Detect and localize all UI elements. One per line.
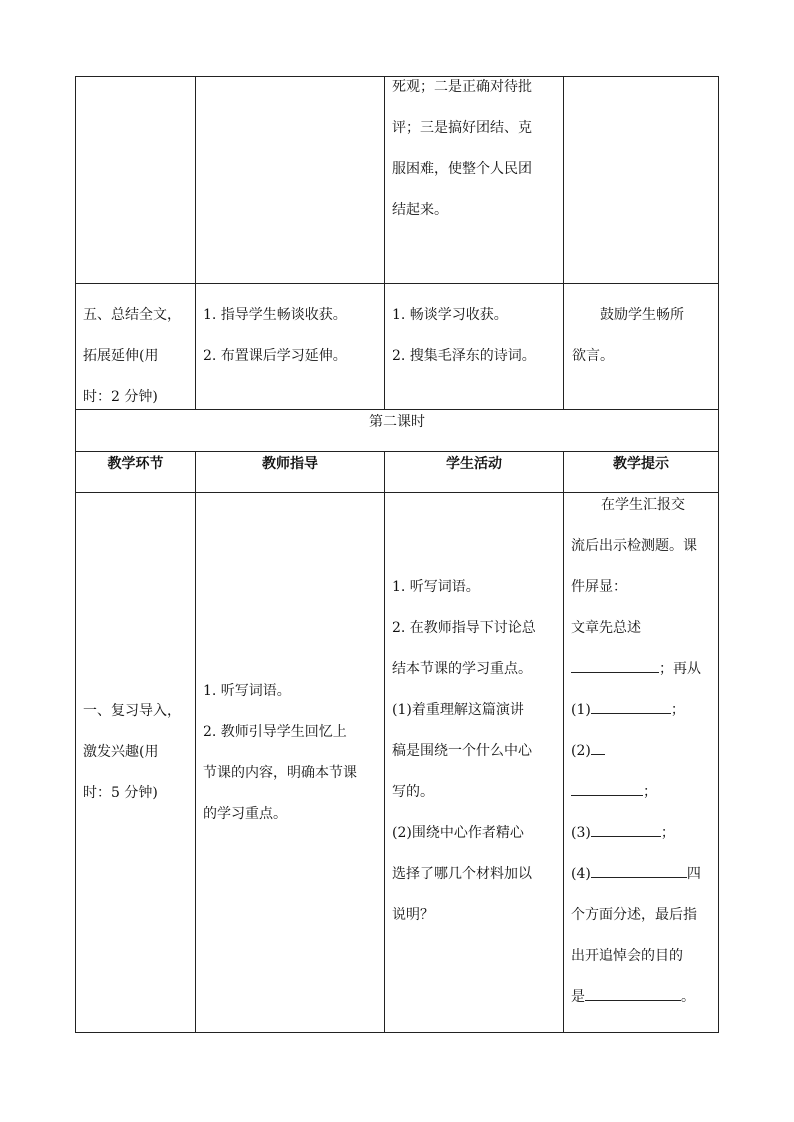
- header-stage: [76, 454, 195, 474]
- header-teacher: [196, 454, 384, 474]
- tips-text: 在学生汇报交: [601, 497, 685, 513]
- cell-text-line: 评；三是搞好团结、克: [392, 120, 532, 136]
- cell-text-line: (1)着重理解这篇演讲: [392, 702, 524, 718]
- tips-text: ；: [643, 784, 657, 800]
- tips-text: ；: [670, 702, 685, 718]
- section-title: [76, 411, 718, 433]
- cell-text-line: 服困难，使整个人民团: [392, 161, 532, 177]
- cell-text-line: [571, 854, 717, 895]
- cell-text-line: 鼓励学生畅所: [600, 307, 684, 323]
- section-title-text: 第二课时: [369, 414, 425, 430]
- cell-text-line: 说明？: [392, 907, 434, 923]
- blank-line: [585, 986, 681, 1001]
- tips-text: 四: [686, 866, 701, 882]
- cell-text-line: [571, 977, 717, 1018]
- blank-line: [591, 740, 605, 755]
- cell-text-line: 结起来。: [392, 202, 448, 218]
- cell-text-line: 2. 搜集毛泽东的诗词。: [392, 348, 536, 364]
- cell-text-line: 稿是围绕一个什么中心: [392, 743, 532, 759]
- tips-text: (4): [571, 866, 591, 882]
- review-stage-cell: [83, 691, 193, 814]
- cell-text-line: 2. 在教师指导下讨论总: [392, 620, 536, 636]
- summary-stage-cell: [83, 295, 193, 418]
- summary-teacher-cell: [203, 295, 383, 377]
- cell-text-line: 欲言。: [572, 348, 614, 364]
- cell-text-line: 文章先总述: [571, 620, 641, 636]
- table-col-divider: [384, 76, 385, 410]
- cell-text-line: 死观；二是正确对待批: [392, 79, 532, 95]
- table-row-divider: [75, 283, 719, 284]
- cell-text-line: 结本节课的学习重点。: [392, 661, 532, 677]
- tips-text: ；: [660, 825, 675, 841]
- tips-text: (1): [571, 702, 591, 718]
- cell-text-line: (2)围绕中心作者精心: [392, 825, 524, 841]
- table-border-bottom: [75, 1032, 719, 1033]
- cell-text-line: 时：2 分钟): [83, 389, 158, 405]
- review-teacher-cell: [203, 671, 383, 835]
- tips-text: (2): [571, 743, 591, 759]
- header-student-text: 学生活动: [446, 456, 502, 472]
- cell-text-line: 写的。: [392, 784, 434, 800]
- tips-text: 是: [571, 989, 585, 1005]
- cell-text-line: 件屏显：: [571, 579, 627, 595]
- tips-text: ；再从: [659, 661, 701, 677]
- tips-text: 。: [681, 989, 695, 1005]
- header-student: [385, 454, 563, 474]
- continued-student-cell: [392, 67, 560, 231]
- table-col-divider: [563, 76, 564, 410]
- cell-text-line: 1. 听写词语。: [203, 683, 291, 699]
- table-col-divider: [384, 451, 385, 1033]
- cell-text-line: 时：5 分钟): [83, 785, 158, 801]
- table-col-divider: [563, 451, 564, 1033]
- cell-text-line: 五、总结全文，: [83, 307, 181, 323]
- table-border-left: [75, 76, 76, 1033]
- table-col-divider: [195, 451, 196, 1033]
- table-row-divider: [75, 451, 719, 452]
- blank-line: [591, 822, 661, 837]
- cell-text-line: 选择了哪几个材料加以: [392, 866, 532, 882]
- cell-text-line: 1. 听写词语。: [392, 579, 480, 595]
- cell-text-line: [571, 731, 717, 772]
- table-col-divider: [195, 76, 196, 410]
- table-border-right: [718, 76, 719, 1033]
- cell-text-line: 2. 教师引导学生回忆上: [203, 724, 347, 740]
- header-stage-text: 教学环节: [107, 456, 164, 472]
- cell-text-line: [571, 649, 717, 690]
- cell-text-line: [571, 485, 717, 526]
- blank-line: [571, 658, 659, 673]
- header-tips: [564, 454, 718, 474]
- tips-text: (3): [571, 825, 591, 841]
- review-tips-cell: [571, 485, 717, 1018]
- blank-line: [571, 781, 643, 796]
- review-student-cell: [392, 567, 562, 936]
- cell-text-line: 一、复习导入，: [83, 703, 181, 719]
- cell-text-line: 激发兴趣(用: [83, 744, 159, 760]
- header-tips-text: 教学提示: [613, 456, 669, 472]
- cell-text-line: 流后出示检测题。课: [571, 538, 697, 554]
- cell-text-line: [571, 690, 717, 731]
- cell-text-line: 1. 指导学生畅谈收获。: [203, 307, 347, 323]
- summary-student-cell: [392, 295, 562, 377]
- cell-text-line: 个方面分述，最后指: [571, 907, 697, 923]
- blank-line: [591, 699, 671, 714]
- cell-text-line: 1. 畅谈学习收获。: [392, 307, 508, 323]
- cell-text-line: 节课的内容，明确本节课: [203, 765, 357, 781]
- cell-text-line: 的学习重点。: [203, 806, 287, 822]
- cell-text-line: [571, 772, 717, 813]
- cell-text-line: 2. 布置课后学习延伸。: [203, 348, 347, 364]
- cell-text-line: 拓展延伸(用: [83, 348, 159, 364]
- cell-text-line: [571, 813, 717, 854]
- cell-text-line: 出开追悼会的目的: [571, 948, 683, 964]
- blank-line: [591, 863, 687, 878]
- header-teacher-text: 教师指导: [262, 456, 318, 472]
- summary-tips-cell: [572, 295, 717, 377]
